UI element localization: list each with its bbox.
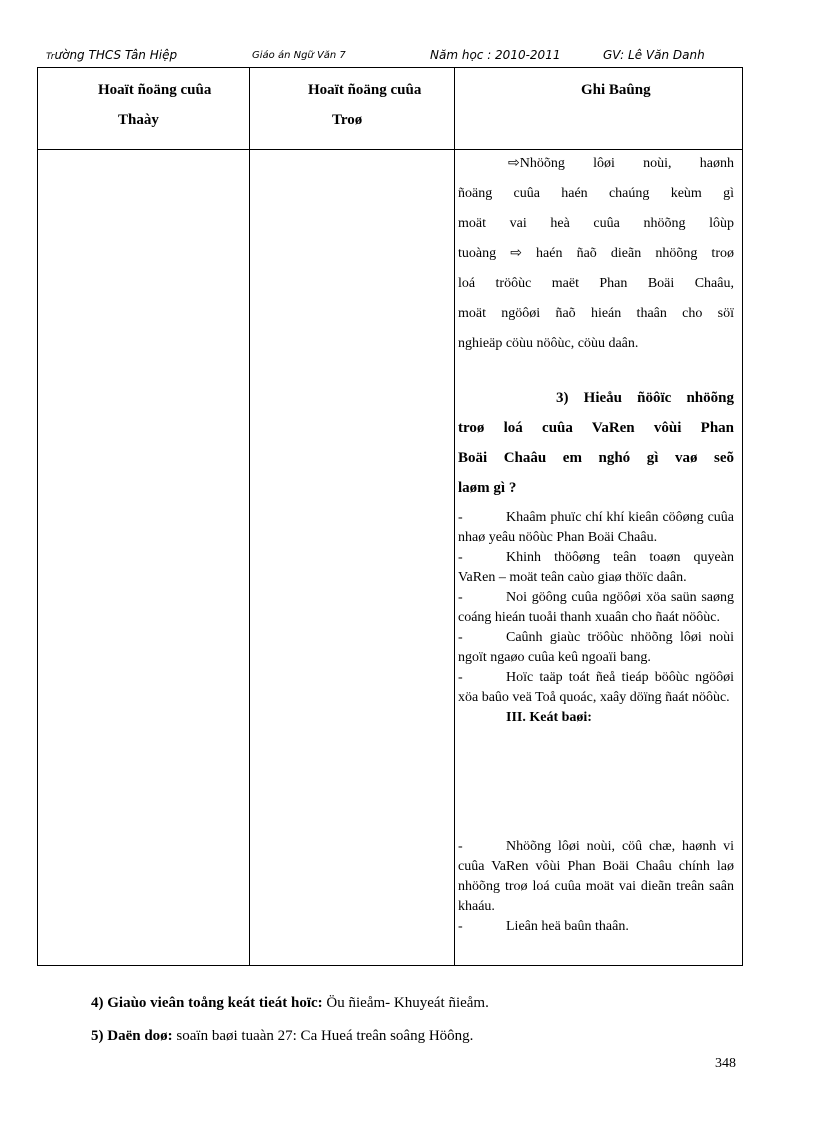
homework-line: 5) Daën doø: soaïn baøi tuaàn 27: Ca Hueá treân soâng Höông. [91,1028,474,1044]
column-header-teacher: Hoaït ñoäng cuûa Thaày [98,82,212,128]
column-divider [454,68,455,965]
list-item: - Lieân heä baûn thaân. [458,919,629,934]
summary-line: 4) Giaùo vieân toång keát tieát hoïc: Öu ñieåm- Khuyeát ñieåm. [91,995,489,1011]
list-item: - Khaâm phuïc chí khí kieân cöôøng cuûa nhaø yeâu nöôùc Phan Boäi Chaâu. [458,510,734,545]
conclusion-title: III. Keát baøi: [506,710,592,725]
list-item: - Khinh thöôøng teân toaøn quyeàn VaRen – moät teân caùo giaø thöïc daân. [458,550,734,585]
question-heading: 3) Hieåu ñöôïc nhöõng troø loá cuûa VaRen vôùi Phan Boäi Chaâu em nghó gì vaø seõ laøm gì ? [458,390,734,496]
list-item: - Caûnh giaùc tröôùc nhöõng lôøi noùi ngoït ngaøo cuûa keû ngoaïi bang. [458,630,734,665]
column-header-notes: Ghi Baûng [581,82,651,98]
lesson-plan-title: Giáo án Ngữ Văn 7 [252,50,346,61]
answer-list [458,508,734,728]
column-divider [249,68,250,965]
list-item: - Noi göông cuûa ngöôøi xöa saün saøng coáng hieán tuoåi thanh xuaân cho ñaát nöôùc. [458,590,734,625]
conclusion-list [458,837,734,937]
school-year: Năm học : 2010-2011 [430,48,561,62]
page-number: 348 [715,1056,736,1071]
list-item: - Hoïc taäp toát ñeå tieáp böôùc ngöôøi xöa baûo veä Toå quoác, xaây döïng ñaát nöôùc. [458,670,734,705]
teacher-name: GV: Lê Văn Danh [603,48,705,62]
list-item: - Nhöõng lôøi noùi, cöû chæ, haønh vi cuûa VaRen vôùi Phan Boäi Chaâu chính laø nhöõng troø loá cuûa moät vai dieãn treân saân khaáu. [458,839,734,914]
school-name: Trường THCS Tân Hiệp [46,48,178,62]
notes-paragraph: ⇨Nhöõng lôøi noùi, haønh ñoäng cuûa haén chaúng keùm gì moät vai heà cuûa nhöõng lôùp tuoàng ⇨ haén ñaõ dieãn nhöõng troø loá tröôùc maët Phan Boäi Chaâu, moät ngöôøi ñaõ hieán thaân cho söï nghieäp cöùu nöôùc, cöùu daân. [458,156,734,351]
column-header-student: Hoaït ñoäng cuûa Troø [308,82,422,128]
